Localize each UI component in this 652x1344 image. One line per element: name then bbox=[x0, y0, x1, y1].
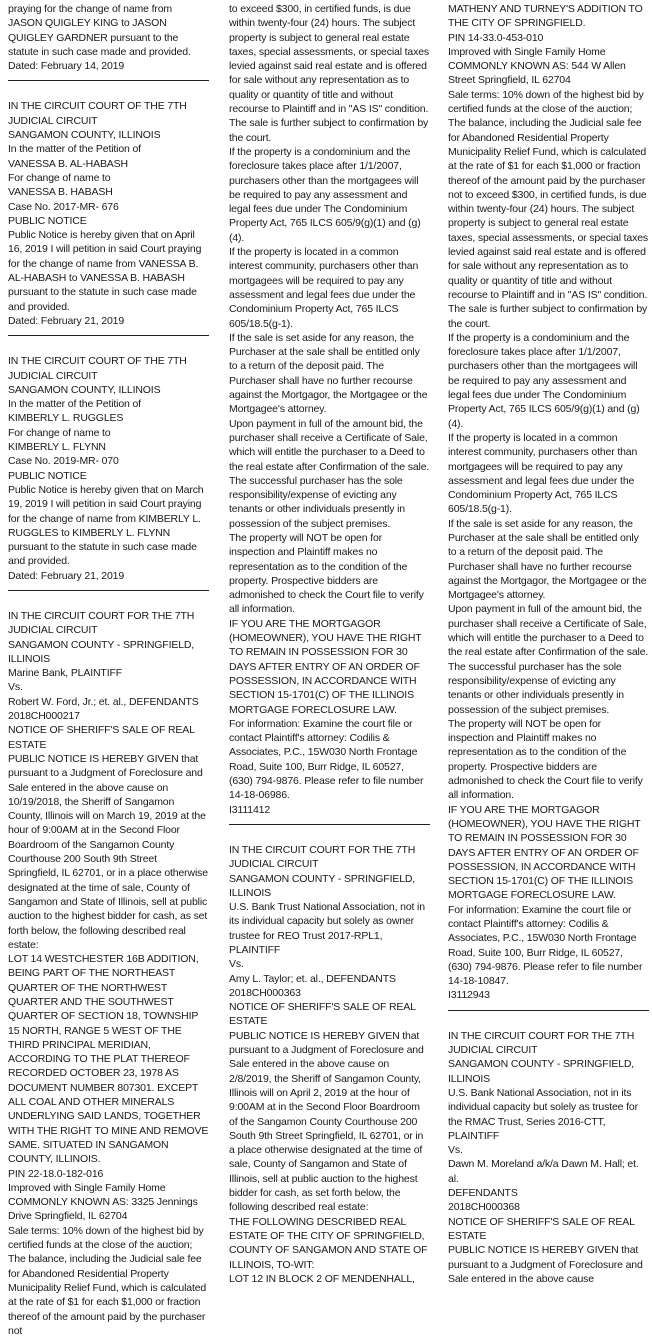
notice-paragraph: Dated: February 14, 2019 bbox=[8, 60, 125, 73]
notice-paragraph: Marine Bank, PLAINTIFF bbox=[8, 667, 122, 680]
notice-paragraph: NOTICE OF SHERIFF'S SALE OF REAL ESTATE bbox=[229, 1001, 419, 1028]
notice-paragraph: VANESSA B. HABASH bbox=[8, 186, 113, 199]
notice-paragraph: COMMONLY KNOWN AS: 544 W Allen Street Springfield, IL 62704 bbox=[448, 60, 629, 87]
legal-notice bbox=[8, 2, 209, 73]
notice-paragraph: If the property is a condominium and the foreclosure takes place after 1/1/2007, purchasers other than the mortgagees will be required to pay any assessment and legal fees due under The Condominium Property Act, 765 ILCS 605/9(g)(1) and (g)(4). bbox=[229, 145, 422, 244]
notice-paragraph: VANESSA B. AL-HABASH bbox=[8, 157, 128, 170]
notice-paragraph: Public Notice is hereby given that on March 19, 2019 I will petition in said Court praying for the change of name from KIMBERLY L. RUGGLES to KIMBERLY L. FLYNN pursuant to the statute in such case made and provided. bbox=[8, 483, 207, 568]
notice-paragraph: 2018CH000368 bbox=[448, 1201, 520, 1214]
notice-paragraph: COMMONLY KNOWN AS: 3325 Jennings Drive Springfield, IL 62704 bbox=[8, 1196, 201, 1223]
notice-paragraph: SANGAMON COUNTY - SPRINGFIELD, ILLINOIS bbox=[8, 638, 197, 665]
notice-paragraph: For information: Examine the court file or contact Plaintiff's attorney: Codilis & Associates, P.C., 15W030 North Frontage Road, Suite 100, Burr Ridge, IL 60527, (630) 794-9876. Please refer to file number 14-18-06986. bbox=[229, 717, 427, 802]
notice-paragraph: IN THE CIRCUIT COURT FOR THE 7TH JUDICIAL CIRCUIT bbox=[448, 1029, 637, 1057]
notice-paragraph: NOTICE OF SHERIFF'S SALE OF REAL ESTATE bbox=[8, 724, 198, 751]
notice-paragraph: Improved with Single Family Home bbox=[8, 1181, 166, 1194]
notice-paragraph: SANGAMON COUNTY - SPRINGFIELD, ILLINOIS bbox=[229, 872, 418, 899]
notice-paragraph: SANGAMON COUNTY, ILLINOIS bbox=[8, 129, 161, 142]
legal-notice bbox=[229, 843, 430, 1286]
notice-paragraph: IN THE CIRCUIT COURT OF THE 7TH JUDICIAL CIRCUIT bbox=[8, 355, 190, 382]
notice-paragraph: LOT 14 WESTCHESTER 16B ADDITION, BEING PART OF THE NORTHEAST QUARTER OF THE NORTHWEST QUARTER AND THE SOUTHWEST QUARTER OF SECTION 18, TOWNSHIP 15 NORTH, RANGE 5 WEST OF THE THIRD PRINCIPAL MERIDIAN, ACCORDING TO THE PLAT THEREOF RECORDED OCTOBER 23, 1978 AS DOCUMENT NUMBER 807301. EXCEPT ALL COAL AND OTHER MINERALS UNDERLYING SAID LANDS, TOGETHER WITH THE RIGHT TO MINE AND REMOVE SAME. SITUATED IN SANGAMON COUNTY, ILLINOIS. bbox=[8, 953, 211, 1166]
notice-paragraph: PUBLIC NOTICE IS HEREBY GIVEN that pursuant to a Judgment of Foreclosure and Sale entered in the above cause on 2/8/2019, the Sheriff of Sangamon County, Illinois will on April 2, 2019 at the hour of 9:00AM at in the Second Floor Boardroom of the Sangamon County Courthouse 200 South 9th Street Springfield, IL 62701, or in a place otherwise designated at the time of sale, County of Sangamon and State of Illinois, sell at public auction to the highest bidder for cash, as set forth below, the following described real estate: bbox=[229, 1029, 427, 1214]
notice-paragraph: If the sale is set aside for any reason, the Purchaser at the sale shall be entitled only to a return of the deposit paid. The Purchaser shall have no further recourse against the Mortgagor, the Mortgagee or the Mortgagee's attorney. bbox=[229, 331, 431, 416]
notice-paragraph: I3111412 bbox=[229, 803, 271, 816]
notice-paragraph: Dated: February 21, 2019 bbox=[8, 314, 125, 327]
notice-divider bbox=[448, 1010, 649, 1011]
notice-paragraph: Improved with Single Family Home bbox=[448, 45, 606, 58]
notice-paragraph: PUBLIC NOTICE IS HEREBY GIVEN that pursuant to a Judgment of Foreclosure and Sale entered in the above cause bbox=[448, 1244, 646, 1285]
notice-paragraph: For change of name to bbox=[8, 426, 111, 439]
notice-paragraph: KIMBERLY L. RUGGLES bbox=[8, 412, 124, 425]
legal-notice bbox=[229, 2, 430, 817]
legal-notice bbox=[8, 354, 209, 583]
notice-paragraph: SANGAMON COUNTY, ILLINOIS bbox=[8, 383, 161, 396]
notice-paragraph: IN THE CIRCUIT COURT OF THE 7TH JUDICIAL CIRCUIT bbox=[8, 100, 190, 127]
notice-paragraph: Sale terms: 10% down of the highest bid by certified funds at the close of the auction; The balance, including the Judicial sale fee for Abandoned Residential Property Municipality Relief Fund, which is calculated at the rate of $1 for each $1,000 or fraction thereof of the amount paid by the purchaser not to exceed $300, in certified funds, is due within twenty-four (24) hours. The subject property is subject to general real estate taxes, special assessments, or special taxes levied against said real estate and is offered for sale without any representation as to quality or quantity of title and without recourse to Plaintiff and in "AS IS" condition. The sale is further subject to confirmation by the court. bbox=[448, 88, 651, 330]
notice-paragraph: For information: Examine the court file or contact Plaintiff's attorney: Codilis & Associates, P.C., 15W030 North Frontage Road, Suite 100, Burr Ridge, IL 60527, (630) 794-9876. Please refer to file number 14-18-10847. bbox=[448, 903, 646, 988]
notice-paragraph: I3112943 bbox=[448, 989, 490, 1002]
notice-paragraph: If the sale is set aside for any reason, the Purchaser at the sale shall be entitled only to a return of the deposit paid. The Purchaser shall have no further recourse against the Mortgagor, the Mortgagee or the Mortgagee's attorney. bbox=[448, 517, 650, 602]
notice-paragraph: IF YOU ARE THE MORTGAGOR (HOMEOWNER), YOU HAVE THE RIGHT TO REMAIN IN POSSESSION FOR 30 DAYS AFTER ENTRY OF AN ORDER OF POSSESSION, IN ACCORDANCE WITH SECTION 15-1701(C) OF THE ILLINOIS MORTGAGE FORECLOSURE LAW. bbox=[448, 803, 643, 902]
notice-paragraph: Vs. bbox=[229, 958, 244, 971]
legal-notice bbox=[448, 2, 649, 1003]
notice-paragraph: PUBLIC NOTICE IS HEREBY GIVEN that pursuant to a Judgment of Foreclosure and Sale entered in the above cause on 10/19/2018, the Sheriff of Sangamon County, Illinois will on March 19, 2019 at the hour of 9:00AM at in the Second Floor Boardroom of the Sangamon County Courthouse 200 South 9th Street Springfield, IL 62701, or in a place otherwise designated at the time of sale, County of Sangamon and State of Illinois, sell at public auction to the highest bidder for cash, as set forth below, the following described real estate: bbox=[8, 752, 211, 951]
legal-notice bbox=[8, 609, 209, 1338]
legal-notice bbox=[448, 1029, 649, 1286]
legal-notice bbox=[8, 99, 209, 328]
notice-paragraph: Amy L. Taylor; et. al., DEFENDANTS bbox=[229, 972, 396, 985]
notice-paragraph: U.S. Bank National Association, not in its individual capacity but solely as trustee for the RMAC Trust, Series 2016-CTT, PLAINTIFF bbox=[448, 1086, 641, 1142]
notice-paragraph: If the property is located in a common interest community, purchasers other than mortgagees will be required to pay any assessment and legal fees due under the Condominium Property Act, 765 ILCS 605/18.5(g-1). bbox=[229, 246, 421, 330]
notice-divider bbox=[229, 824, 430, 825]
notice-paragraph: IN THE CIRCUIT COURT FOR THE 7TH JUDICIAL CIRCUIT bbox=[8, 609, 197, 637]
notice-paragraph: In the matter of the Petition of bbox=[8, 143, 141, 156]
notice-paragraph: If the property is a condominium and the foreclosure takes place after 1/1/2007, purchasers other than the mortgagees will be required to pay any assessment and legal fees due under The Condominium Property Act, 765 ILCS 605/9(g)(1) and (g)(4). bbox=[448, 331, 641, 430]
column-3 bbox=[448, 2, 649, 1342]
notice-paragraph: THE FOLLOWING DESCRIBED REAL ESTATE OF THE CITY OF SPRINGFIELD, COUNTY OF SANGAMON AND STATE OF ILLINOIS, TO-WIT: bbox=[229, 1215, 431, 1271]
notice-paragraph: Dawn M. Moreland a/k/a Dawn M. Hall; et. al. bbox=[448, 1158, 642, 1185]
notice-paragraph: If the property is located in a common interest community, purchasers other than mortgagees will be required to pay any assessment and legal fees due under the Condominium Property Act, 765 ILCS 605/18.5(g-1). bbox=[448, 431, 640, 516]
notice-paragraph: DEFENDANTS bbox=[448, 1187, 518, 1200]
notice-paragraph: 2018CH000217 bbox=[8, 710, 80, 723]
notice-paragraph: Upon payment in full of the amount bid, the purchaser shall receive a Certificate of Sale, which will entitle the purchaser to a Deed to the real estate after Confirmation of the sale. The successful purchaser has the sole responsibility/expense of evicting any tenants or other individuals presently in possession of the subject premises. bbox=[448, 603, 651, 716]
column-2 bbox=[229, 2, 430, 1342]
notice-paragraph: MATHENY AND TURNEY'S ADDITION TO THE CITY OF SPRINGFIELD. bbox=[448, 3, 646, 30]
notice-paragraph: IF YOU ARE THE MORTGAGOR (HOMEOWNER), YOU HAVE THE RIGHT TO REMAIN IN POSSESSION FOR 30 DAYS AFTER ENTRY OF AN ORDER OF POSSESSION, IN ACCORDANCE WITH SECTION 15-1701(C) OF THE ILLINOIS MORTGAGE FORECLOSURE LAW. bbox=[229, 617, 424, 716]
notice-paragraph: Upon payment in full of the amount bid, the purchaser shall receive a Certificate of Sale, which will entitle the purchaser to a Deed to the real estate after Confirmation of the sale. The successful purchaser has the sole responsibility/expense of evicting any tenants or other individuals presently in possession of the subject premises. bbox=[229, 417, 432, 530]
column-1 bbox=[8, 2, 209, 1342]
notice-paragraph: The property will NOT be open for inspection and Plaintiff makes no representation as to the condition of the property. Prospective bidders are admonished to check the Court file to verify all information. bbox=[448, 717, 646, 802]
notice-paragraph: praying for the change of name from JASON QUIGLEY KING to JASON QUIGLEY GARDNER pursuant to the statute in such case made and provided. bbox=[8, 3, 191, 58]
notice-paragraph: Dated: February 21, 2019 bbox=[8, 569, 125, 582]
notice-paragraph: Case No. 2017-MR- 676 bbox=[8, 200, 119, 213]
notice-paragraph: NOTICE OF SHERIFF'S SALE OF REAL ESTATE bbox=[448, 1215, 638, 1242]
notice-paragraph: U.S. Bank Trust National Association, not in its individual capacity but solely as owner trustee for REO Trust 2017-RPL1, PLAINTIFF bbox=[229, 901, 428, 956]
notice-divider bbox=[8, 335, 209, 336]
notice-paragraph: PUBLIC NOTICE bbox=[8, 469, 87, 482]
notice-divider bbox=[8, 590, 209, 591]
notice-paragraph: Vs. bbox=[8, 681, 23, 694]
notice-paragraph: IN THE CIRCUIT COURT FOR THE 7TH JUDICIAL CIRCUIT bbox=[229, 843, 418, 871]
notice-paragraph: KIMBERLY L. FLYNN bbox=[8, 441, 106, 454]
notice-paragraph: PIN 22-18.0-182-016 bbox=[8, 1167, 104, 1180]
notice-paragraph: Robert W. Ford, Jr.; et. al., DEFENDANTS bbox=[8, 695, 199, 708]
notice-paragraph: Sale terms: 10% down of the highest bid by certified funds at the close of the auction; The balance, including the Judicial sale fee for Abandoned Residential Property Municipality Relief Fund, which is calculated at the rate of $1 for each $1,000 or fraction thereof of the amount paid by the purchaser not bbox=[8, 1224, 209, 1337]
notice-paragraph: For change of name to bbox=[8, 171, 111, 184]
notice-paragraph: PIN 14-33.0-453-010 bbox=[448, 31, 544, 44]
notice-paragraph: Public Notice is hereby given that on April 16, 2019 I will petition in said Court praying for the change of name from VANESSA B. AL-HABASH to VANESSA B. HABASH pursuant to the statute in such case made and provided. bbox=[8, 229, 205, 313]
notice-divider bbox=[8, 80, 209, 81]
notice-paragraph: In the matter of the Petition of bbox=[8, 398, 141, 411]
notice-paragraph: 2018CH000363 bbox=[229, 986, 301, 999]
notice-paragraph: Vs. bbox=[448, 1144, 463, 1157]
notice-paragraph: SANGAMON COUNTY - SPRINGFIELD, ILLINOIS bbox=[448, 1058, 637, 1085]
notice-paragraph: Case No. 2019-MR- 070 bbox=[8, 455, 119, 468]
notice-paragraph: LOT 12 IN BLOCK 2 OF MENDENHALL, bbox=[229, 1272, 415, 1285]
notice-paragraph: to exceed $300, in certified funds, is due within twenty-four (24) hours. The subject property is subject to general real estate taxes, special assessments, or special taxes levied against said real estate and is offered for sale without any representation as to quality or quantity of title and without recourse to Plaintiff and in "AS IS" condition. The sale is further subject to confirmation by the court. bbox=[229, 3, 432, 144]
notice-paragraph: The property will NOT be open for inspection and Plaintiff makes no representation as to the condition of the property. Prospective bidders are admonished to check the Court file to verify all information. bbox=[229, 531, 427, 616]
notice-paragraph: PUBLIC NOTICE bbox=[8, 214, 87, 227]
